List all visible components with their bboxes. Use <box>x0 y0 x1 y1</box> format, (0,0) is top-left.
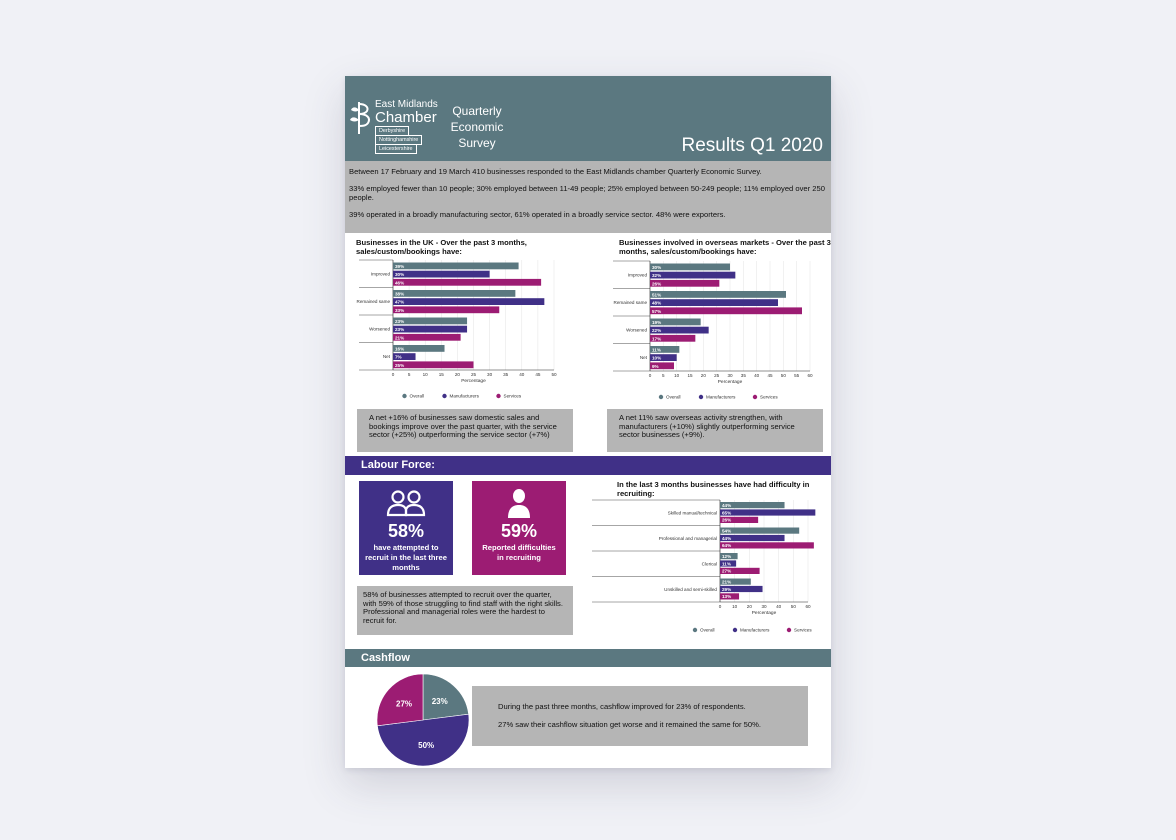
bar-value-label: 21% <box>395 335 405 341</box>
bar-value-label: 33% <box>395 307 405 313</box>
results-title: Results Q1 2020 <box>681 135 823 156</box>
legend-label: Overall <box>409 393 425 399</box>
bar-value-label: 30% <box>395 272 405 278</box>
category-label: Unskilled and semi-skilled <box>664 586 717 592</box>
bar-value-label: 65% <box>722 510 732 516</box>
recruit-attempt-value: 58% <box>387 521 425 541</box>
x-tick-label: 50 <box>780 373 786 378</box>
x-tick-label: 30 <box>727 373 733 378</box>
cashflow-pie-chart <box>373 674 473 766</box>
cashflow-band: Cashflow <box>345 649 831 667</box>
recruit-attempt-tile <box>359 481 453 575</box>
x-tick-label: 50 <box>790 604 796 609</box>
x-tick-label: 0 <box>391 372 395 377</box>
x-tick-label: 35 <box>740 373 746 378</box>
category-label: Worsened <box>369 326 390 332</box>
intro-text: 39% operated in a broadly manufacturing sector, 61% operated in a broadly service sector. 48% were exporters. <box>349 210 726 219</box>
x-tick-label: 15 <box>687 373 693 378</box>
county-nottinghamshire: Nottinghamshire <box>375 135 422 145</box>
x-tick-label: 60 <box>805 604 811 609</box>
bar <box>650 299 778 306</box>
x-tick-label: 25 <box>470 372 477 377</box>
x-tick-label: 20 <box>700 373 706 378</box>
labour-callout: 58% of businesses attempted to recruit over the quarter, with 59% of those struggling to find staff with the right skills. Professional and managerial roles were the hardest to recruit for. <box>357 586 573 635</box>
uk-chart-title: Businesses in the UK - Over the past 3 months, sales/custom/bookings have: <box>356 238 527 256</box>
bar-value-label: 13% <box>722 594 732 600</box>
intro-text: Between 17 February and 19 March 410 businesses responded to the East Midlands chamber Quarterly Economic Survey. <box>349 167 762 176</box>
bar-value-label: 44% <box>722 535 732 541</box>
survey-title <box>441 103 513 151</box>
bar-value-label: 26% <box>722 517 732 523</box>
bar <box>650 272 735 279</box>
x-tick-label: 10 <box>422 372 428 377</box>
bar <box>393 361 474 368</box>
bar <box>393 279 541 286</box>
bar-value-label: 25% <box>395 362 405 368</box>
overseas-chart-title: Businesses involved in overseas markets - Over the past 3 months, sales/custom/bookings have: <box>619 238 831 256</box>
x-tick-label: 20 <box>454 372 460 377</box>
x-axis-label: Percentage <box>717 380 743 385</box>
bar-value-label: 32% <box>652 273 662 279</box>
legend-marker <box>659 395 663 399</box>
survey-poster <box>345 76 831 768</box>
bar-value-label: 7% <box>395 354 402 360</box>
recruit-difficulty-tile <box>472 481 566 575</box>
category-label: Remained same <box>356 298 390 304</box>
bar-value-label: 57% <box>652 308 662 314</box>
county-leicestershire: Leicestershire <box>375 144 417 154</box>
bar-value-label: 46% <box>395 280 405 286</box>
overseas-callout: A net 11% saw overseas activity strengthen, with manufacturers (+10%) slightly outperforming service sector businesses (+9%). <box>607 409 823 452</box>
bar-value-label: 22% <box>652 328 662 334</box>
bar-value-label: 12% <box>722 553 732 559</box>
pie-slice-label: 23% <box>431 697 448 707</box>
x-tick-label: 40 <box>754 373 760 378</box>
bar <box>650 264 730 271</box>
x-tick-label: 35 <box>503 372 509 377</box>
labour-band: Labour Force: <box>345 456 831 475</box>
x-tick-label: 55 <box>794 373 800 378</box>
bar-value-label: 26% <box>652 281 662 287</box>
category-label: Remained same <box>613 299 647 305</box>
bar-value-label: 44% <box>722 502 732 508</box>
legend-label: Services <box>503 393 522 399</box>
bar-value-label: 10% <box>652 355 662 361</box>
bar <box>720 542 814 548</box>
x-tick-label: 15 <box>438 372 444 377</box>
category-label: Net <box>382 353 390 359</box>
chamber-logo-icon <box>349 98 375 136</box>
x-axis-label: Percentage <box>461 379 486 384</box>
x-tick-label: 0 <box>718 604 722 609</box>
bar-value-label: 16% <box>395 346 405 352</box>
bar-value-label: 64% <box>722 543 732 549</box>
category-label: Clerical <box>701 561 717 567</box>
bar-value-label: 47% <box>395 299 405 305</box>
bar <box>650 291 786 298</box>
intro-text: 33% employed fewer than 10 people; 30% employed between 11-49 people; 25% employed between 50-249 people; 11% employed over 250 people. <box>349 184 825 202</box>
legend-marker <box>496 394 500 398</box>
x-tick-label: 40 <box>519 372 525 377</box>
x-tick-label: 5 <box>662 373 665 378</box>
bar-value-label: 30% <box>652 265 662 270</box>
bar-value-label: 11% <box>652 347 661 353</box>
cashflow-callout <box>472 686 808 746</box>
bar <box>720 509 815 515</box>
recruit-difficulty-value: 59% <box>500 521 538 541</box>
legend-label: Overall <box>700 627 715 633</box>
legend-label: Manufacturers <box>449 393 479 399</box>
x-tick-label: 20 <box>746 604 752 609</box>
bar-value-label: 19% <box>652 320 662 325</box>
legend-marker <box>693 628 697 632</box>
legend-marker <box>787 628 791 632</box>
bar-value-label: 11% <box>722 561 731 567</box>
intro-panel <box>345 161 831 233</box>
bar <box>393 306 499 313</box>
legend-label: Services <box>760 394 778 400</box>
poster-header <box>345 76 831 161</box>
bar-value-label: 9% <box>652 363 659 369</box>
category-label: Improved <box>370 271 390 277</box>
bar-value-label: 23% <box>395 327 405 333</box>
legend-marker <box>753 395 757 399</box>
uk-sales-chart <box>345 258 585 410</box>
category-label: Net <box>639 354 647 360</box>
bar <box>650 307 802 314</box>
brand-line-1: East Midlands <box>375 99 438 110</box>
bar-value-label: 23% <box>395 319 405 324</box>
bar <box>393 290 515 297</box>
x-axis-label: Percentage <box>751 611 777 616</box>
pie-slice-label: 50% <box>418 741 435 751</box>
x-tick-label: 25 <box>714 373 720 378</box>
pie-slice-label: 27% <box>396 699 413 709</box>
x-tick-label: 50 <box>551 372 557 377</box>
recruit-chart-title: In the last 3 months businesses have had difficulty in recruiting: <box>617 480 810 498</box>
recruit-attempt-text: have attempted to recruit in the last three months <box>365 543 447 572</box>
category-label: Professional and managerial <box>658 535 717 541</box>
bar-value-label: 21% <box>722 579 732 585</box>
bar-value-label: 17% <box>652 336 662 342</box>
bar <box>720 528 799 534</box>
legend-marker <box>699 395 703 399</box>
bar-value-label: 48% <box>652 300 662 306</box>
person-icon <box>472 487 566 519</box>
legend-marker <box>733 628 737 632</box>
legend-label: Manufacturers <box>740 627 770 633</box>
bar <box>393 271 490 278</box>
survey-title-line: Quarterly <box>452 104 502 118</box>
category-label: Worsened <box>626 327 647 333</box>
county-derbyshire: Derbyshire <box>375 126 409 136</box>
x-tick-label: 10 <box>732 604 738 609</box>
bar-value-label: 39% <box>395 264 405 269</box>
x-tick-label: 30 <box>761 604 767 609</box>
survey-title-line: Survey <box>458 136 496 150</box>
category-label: Skilled manual/technical <box>667 510 717 516</box>
survey-title-line: Economic <box>450 120 504 134</box>
bar-value-label: 38% <box>395 291 405 297</box>
x-tick-label: 45 <box>535 372 541 377</box>
overseas-sales-chart <box>590 258 831 410</box>
x-tick-label: 0 <box>648 373 652 378</box>
legend-label: Services <box>794 627 812 633</box>
recruit-difficulty-text: Reported difficulties in recruiting <box>482 543 556 562</box>
x-tick-label: 60 <box>807 373 813 378</box>
bar <box>393 298 544 305</box>
legend-label: Manufacturers <box>706 394 736 400</box>
x-tick-label: 45 <box>767 373 773 378</box>
bar-value-label: 51% <box>652 292 662 298</box>
x-tick-label: 5 <box>407 372 411 377</box>
bar-value-label: 29% <box>722 586 732 592</box>
x-tick-label: 10 <box>674 373 680 378</box>
x-tick-label: 40 <box>776 604 782 609</box>
category-label: Improved <box>627 272 647 278</box>
bar <box>393 263 519 270</box>
brand-line-2: Chamber <box>375 109 437 126</box>
legend-marker <box>402 394 406 398</box>
people-icon <box>359 487 453 519</box>
recruit-difficulty-chart <box>590 498 831 638</box>
cashflow-text: 27% saw their cashflow situation get worse and it remained the same for 50%. <box>498 720 761 729</box>
cashflow-text: During the past three months, cashflow improved for 23% of respondents. <box>498 702 746 711</box>
bar-value-label: 27% <box>722 568 732 574</box>
legend-label: Overall <box>666 394 681 400</box>
legend-marker <box>442 394 446 398</box>
x-tick-label: 30 <box>487 372 493 377</box>
uk-callout: A net +16% of businesses saw domestic sales and bookings improve over the past quarter, with the service sector (+25%) outperforming the service sector (+7%) <box>357 409 573 452</box>
bar-value-label: 54% <box>722 528 732 534</box>
